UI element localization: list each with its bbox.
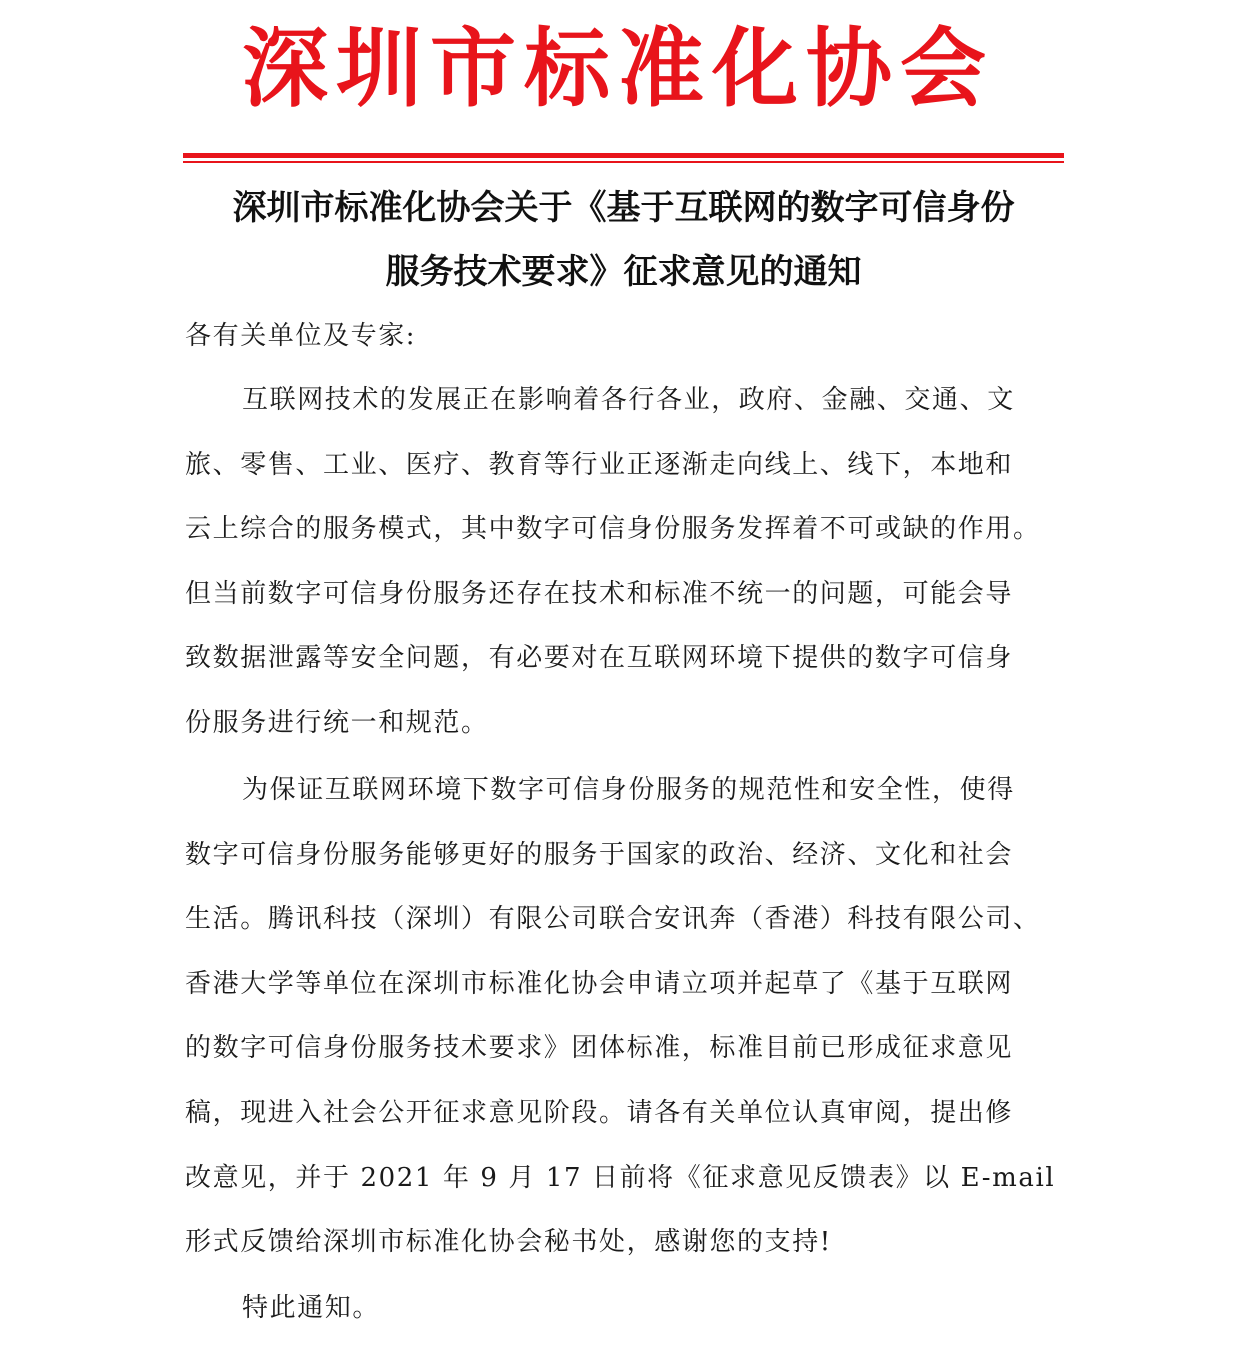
- paragraph-2: [185, 758, 1055, 1275]
- salutation: [185, 304, 1055, 369]
- closing: [185, 1276, 1055, 1341]
- paragraph-1-line: 旅、零售、工业、医疗、教育等行业正逐渐走向线上、线下，本地和: [185, 449, 1014, 480]
- paragraph-2-line: 香港大学等单位在深圳市标准化协会申请立项并起草了《基于互联网: [185, 968, 1014, 999]
- document-title-line-1: 深圳市标准化协会关于《基于互联网的数字可信身份: [232, 188, 1015, 228]
- paragraph-1-line: 云上综合的服务模式，其中数字可信身份服务发挥着不可或缺的作用。: [185, 514, 1041, 545]
- paragraph-1-line: 互联网技术的发展正在影响着各行各业，政府、金融、交通、文: [242, 385, 1015, 415]
- closing-text: 特此通知。: [242, 1293, 381, 1323]
- paragraph-2-line: 的数字可信身份服务技术要求》团体标准，标准目前已形成征求意见: [185, 1033, 1014, 1064]
- letterhead-rule-thick: [183, 153, 1064, 158]
- document-title-line-2: 服务技术要求》征求意见的通知: [385, 252, 862, 292]
- salutation-text: 各有关单位及专家:: [185, 321, 417, 351]
- paragraph-2-line: 为保证互联网环境下数字可信身份服务的规范性和安全性，使得: [242, 775, 1015, 805]
- document-title: [183, 176, 1064, 304]
- letterhead-org-name: 深圳市标准化协会: [242, 19, 994, 119]
- paragraph-1-line: 份服务进行统一和规范。: [185, 707, 489, 738]
- paragraph-2-line: 形式反馈给深圳市标准化协会秘书处，感谢您的支持!: [185, 1227, 832, 1258]
- letterhead-rule-thin: [183, 161, 1064, 163]
- paragraph-2-line: 数字可信身份服务能够更好的服务于国家的政治、经济、文化和社会: [185, 839, 1014, 870]
- paragraph-1: [185, 368, 1055, 756]
- paragraph-2-line: 生活。腾讯科技（深圳）有限公司联合安讯奔（香港）科技有限公司、: [185, 904, 1041, 935]
- paragraph-1-line: 致数据泄露等安全问题，有必要对在互联网环境下提供的数字可信身: [185, 643, 1014, 674]
- paragraph-1-line: 但当前数字可信身份服务还存在技术和标准不统一的问题，可能会导: [185, 578, 1014, 609]
- paragraph-2-line: 稿，现进入社会公开征求意见阶段。请各有关单位认真审阅，提出修: [185, 1097, 1014, 1128]
- paragraph-2-line: 改意见，并于 2021 年 9 月 17 日前将《征求意见反馈表》以 E-mail: [185, 1162, 1056, 1193]
